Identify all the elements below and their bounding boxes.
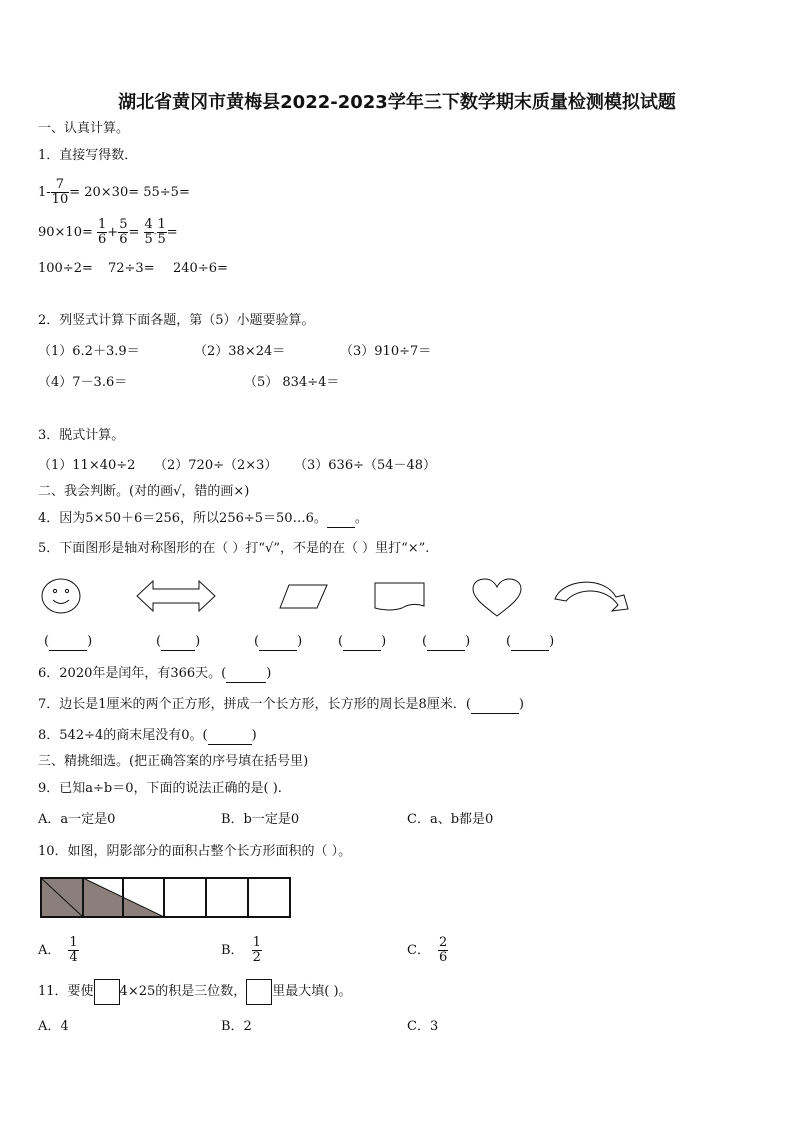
q1-r1-prefix: 1- <box>38 185 51 200</box>
q8-answer-blank[interactable] <box>208 728 252 745</box>
denominator: 5 <box>157 232 166 247</box>
fraction-1-6 <box>97 218 107 247</box>
q3-item-1: （1）11×40÷2 <box>38 458 136 473</box>
q10-rectangle-diagram <box>40 877 292 919</box>
q5-answer-2[interactable] <box>156 634 200 651</box>
q11-option-b[interactable]: B．2 <box>221 1019 252 1034</box>
numerator: 5 <box>119 217 128 232</box>
q5-answer-3[interactable] <box>254 634 302 651</box>
parallelogram-outline <box>280 585 327 608</box>
answer-blank[interactable] <box>161 634 195 651</box>
q11-option-a[interactable]: A．4 <box>38 1019 69 1034</box>
q1-r3-c: 240÷6= <box>173 261 228 276</box>
open-paren: ( <box>338 634 344 649</box>
close-paren: ) <box>87 634 93 649</box>
q11-box-2[interactable] <box>246 979 272 1005</box>
numerator: 1 <box>252 935 261 950</box>
minus-sign: - <box>153 229 157 238</box>
q2-item-3: （3）910÷7＝ <box>340 344 432 359</box>
section-1-heading: 一、认真计算。 <box>38 121 130 136</box>
equals-sign: = <box>128 225 140 240</box>
denominator: 4 <box>69 950 78 965</box>
q3-item-2: （2）720÷（2×3） <box>154 458 278 473</box>
close-paren: ) <box>297 634 303 649</box>
q2-item-2: （2）38×24＝ <box>194 344 286 359</box>
q8-statement: 8．542÷4的商末尾没有0。 <box>38 728 203 743</box>
q1-r1-rest: = 20×30= 55÷5= <box>69 185 190 200</box>
curved-arrow-outline <box>555 582 628 611</box>
fraction-1-4 <box>68 936 78 965</box>
plus-sign: + <box>107 225 119 240</box>
q4-text <box>38 511 368 528</box>
close-paren: ) <box>518 697 524 712</box>
q2-item-4: （4）7－3.6＝ <box>38 375 128 390</box>
q4-answer-blank[interactable] <box>327 511 355 528</box>
numerator: 7 <box>51 178 70 193</box>
q7-answer-blank[interactable] <box>471 697 519 714</box>
q10-option-b[interactable] <box>221 931 262 971</box>
shape-heart <box>472 578 522 618</box>
q7-text <box>38 697 524 714</box>
q1-r3-b: 72÷3= <box>108 261 155 276</box>
denominator: 2 <box>252 950 261 965</box>
close-paren: ) <box>381 634 387 649</box>
shape-smiley-face <box>40 577 84 615</box>
numerator: 2 <box>438 935 448 950</box>
numerator: 4 <box>144 217 153 232</box>
close-paren: ) <box>195 634 201 649</box>
q8-text <box>38 728 257 745</box>
q9-text: 9．已知a÷b＝0，下面的说法正确的是( ). <box>38 781 282 796</box>
q9-option-a[interactable]: A．a一定是0 <box>38 812 116 827</box>
q4-period: 。 <box>354 511 368 526</box>
heart-outline <box>473 579 521 616</box>
q9-option-b[interactable]: B．b一定是0 <box>221 812 300 827</box>
denominator: 5 <box>144 232 153 247</box>
q1-r2-prefix: 90×10= <box>38 225 93 240</box>
left-eye <box>53 589 56 592</box>
q5-answer-4[interactable] <box>338 634 386 651</box>
numerator: 1 <box>69 935 78 950</box>
denominator: 10 <box>51 192 69 207</box>
fraction-2-6 <box>438 936 448 965</box>
fraction-1-5 <box>157 218 167 247</box>
right-eye <box>65 589 68 592</box>
denominator: 6 <box>98 232 107 247</box>
q7-statement: 7．边长是1厘米的两个正方形，拼成一个长方形，长方形的周长是8厘米． <box>38 697 466 712</box>
q11-part-2: 4×25的积是三位数， <box>119 984 247 999</box>
q2-heading: 2．列竖式计算下面各题，第（5）小题要验算。 <box>38 313 315 328</box>
flag-outline <box>375 583 424 610</box>
q1-row-2 <box>38 216 178 251</box>
q2-item-5: （5） 834÷4＝ <box>244 375 340 390</box>
open-paren: ( <box>465 697 471 712</box>
q4-statement: 4．因为5×50＋6＝256，所以256÷5＝50…6。 <box>38 511 327 526</box>
q11-box-1[interactable] <box>94 979 120 1005</box>
q5-answer-5[interactable] <box>422 634 470 651</box>
q5-answer-1[interactable] <box>44 634 92 651</box>
denominator: 6 <box>438 950 448 965</box>
section-2-heading: 二、我会判断。(对的画√，错的画×) <box>38 484 250 499</box>
q1-r3-a: 100÷2= <box>38 261 93 276</box>
open-paren: ( <box>202 728 208 743</box>
q3-heading: 3．脱式计算。 <box>38 428 125 443</box>
equals-sign-2: = <box>166 225 178 240</box>
open-paren: ( <box>156 634 162 649</box>
page-title: 湖北省黄冈市黄梅县2022-2023学年三下数学期末质量检测模拟试题 <box>118 92 676 113</box>
fraction-5-6 <box>118 218 128 247</box>
q10-option-a[interactable] <box>38 931 79 971</box>
answer-blank[interactable] <box>343 634 381 651</box>
answer-blank[interactable] <box>259 634 297 651</box>
q1-row-1 <box>38 176 190 210</box>
close-paren: ) <box>549 634 555 649</box>
answer-blank[interactable] <box>49 634 87 651</box>
fraction-1-2 <box>252 936 262 965</box>
option-label: B． <box>221 943 244 958</box>
answer-blank[interactable] <box>427 634 465 651</box>
option-label: A． <box>38 943 61 958</box>
fraction-4-5 <box>144 218 154 247</box>
open-paren: ( <box>422 634 428 649</box>
open-paren: ( <box>506 634 512 649</box>
open-paren: ( <box>221 666 227 681</box>
option-label: C． <box>407 943 430 958</box>
q11-part-3: 里最大填( )。 <box>272 984 352 999</box>
shape-double-arrow <box>136 579 216 613</box>
q11-option-c[interactable]: C．3 <box>407 1019 439 1034</box>
numerator: 1 <box>98 217 107 232</box>
q6-statement: 6．2020年是闰年，有366天。 <box>38 666 222 681</box>
q1-heading: 1．直接写得数． <box>38 148 138 163</box>
section-3-heading: 三、精挑细选。(把正确答案的序号填在括号里) <box>38 754 309 769</box>
close-paren: ) <box>251 728 257 743</box>
smile <box>53 600 69 604</box>
open-paren: ( <box>254 634 260 649</box>
close-paren: ) <box>266 666 272 681</box>
q5-answer-6[interactable] <box>506 634 554 651</box>
shape-parallelogram <box>279 584 329 610</box>
q6-answer-blank[interactable] <box>226 666 266 683</box>
fraction-7-10 <box>51 178 70 207</box>
q11-text <box>38 978 352 1006</box>
q5-text: 5．下面图形是轴对称图形的在（ ）打“√”，不是的在（ ）里打“×”. <box>38 541 430 556</box>
q6-text <box>38 666 271 683</box>
double-arrow-outline <box>137 581 215 611</box>
shape-flag <box>374 582 426 612</box>
shape-curved-arrow <box>554 577 632 613</box>
q10-option-c[interactable] <box>407 931 448 971</box>
answer-blank[interactable] <box>511 634 549 651</box>
numerator: 1 <box>157 217 166 232</box>
denominator: 6 <box>119 232 128 247</box>
q10-text: 10．如图，阴影部分的面积占整个长方形面积的（ ）。 <box>38 844 352 859</box>
q3-item-3: （3）636÷（54－48） <box>294 458 437 473</box>
q9-option-c[interactable]: C．a、b都是0 <box>407 812 494 827</box>
close-paren: ) <box>465 634 471 649</box>
face-outline <box>42 579 80 613</box>
q2-item-1: （1）6.2＋3.9＝ <box>38 344 140 359</box>
open-paren: ( <box>44 634 50 649</box>
q11-part-1: 11．要使 <box>38 984 94 999</box>
